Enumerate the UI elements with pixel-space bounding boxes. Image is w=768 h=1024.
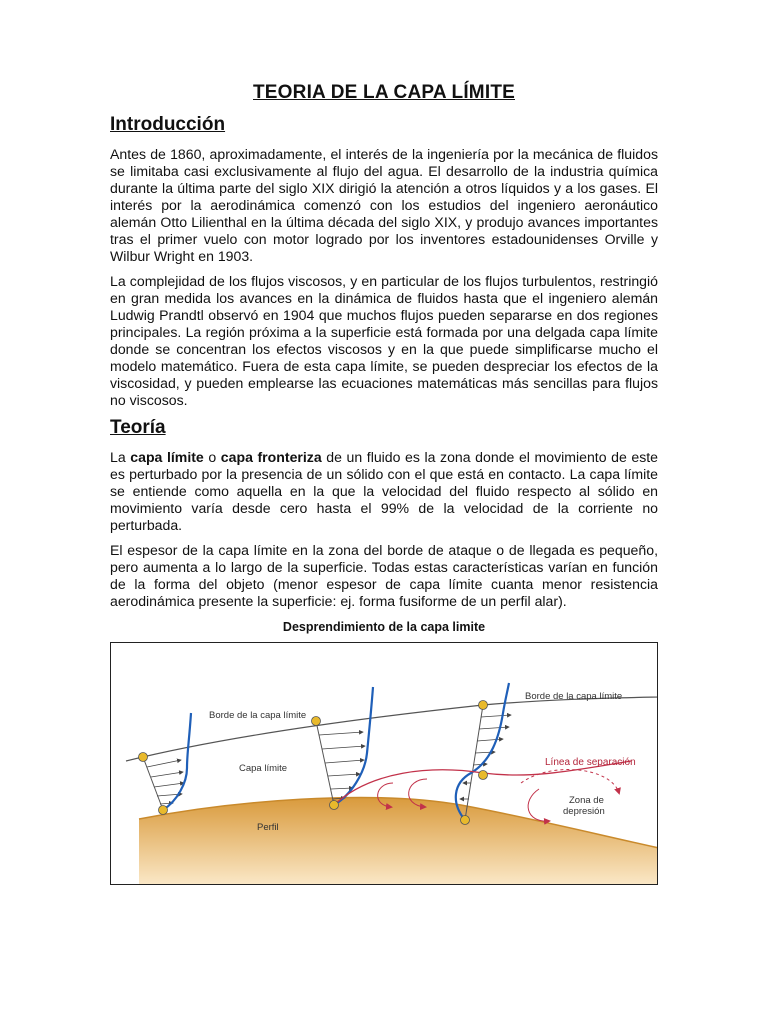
depression-arc bbox=[521, 770, 619, 793]
intro-heading: Introducción bbox=[110, 114, 226, 135]
boundary-layer-diagram bbox=[111, 643, 658, 885]
label-capa-limite: Capa límite bbox=[239, 763, 288, 774]
figure-caption: Desprendimiento de la capa limite bbox=[282, 620, 486, 634]
recirculation-arrow-3 bbox=[528, 789, 549, 821]
label-zona-2: depresión bbox=[563, 806, 605, 817]
node-wall-3 bbox=[461, 816, 470, 825]
label-borde-right: Borde de la capa límite bbox=[525, 691, 623, 702]
node-edge-3 bbox=[479, 701, 488, 710]
label-zona-1: Zona de bbox=[569, 795, 604, 806]
theory-paragraph-1 bbox=[110, 449, 658, 534]
theory-p1-end: de un fluido es la zona donde el movimiento de este es perturbado por la presencia de un sólido con el que está en contacto. La capa límite se entiende como aquella en la que la velocidad del fluido respecto al sólido en movimiento varía desde cero hasta el 99% de la velocidad de la corriente no perturbada. bbox=[110, 449, 659, 533]
theory-p1-mid: o bbox=[203, 449, 221, 465]
theory-heading: Teoría bbox=[110, 417, 166, 438]
intro-paragraph-1: Antes de 1860, aproximadamente, el interés de la ingeniería por la mecánica de fluidos se limitaba casi exclusivamente al flujo del agua. El desarrollo de la industria química durante la última parte del siglo XIX dirigió la atención a otros líquidos y a los gases. El interés por la aerodinámica comenzó con los estudios del ingeniero aeronáutico alemán Otto Lilienthal en la última década del siglo XIX, y produjo avances importantes tras el primer vuelo con motor logrado por los inventores estadounidenses Orville y Wilbur Wright en 1903. bbox=[110, 146, 658, 264]
boundary-layer-figure bbox=[110, 642, 658, 885]
label-borde-left: Borde de la capa límite bbox=[209, 710, 307, 721]
velocity-profile-1 bbox=[143, 713, 191, 810]
term-capa-limite: capa límite bbox=[130, 449, 204, 465]
theory-p1-start: La bbox=[110, 449, 131, 465]
node-wall-1 bbox=[159, 806, 168, 815]
node-separation bbox=[479, 771, 488, 780]
velocity-profile-2 bbox=[316, 687, 373, 805]
node-edge-1 bbox=[139, 753, 148, 762]
intro-paragraph-2: La complejidad de los flujos viscosos, y en particular de los flujos turbulentos, restringió en gran medida los avances en la dinámica de fluidos hasta que el ingeniero alemán Ludwig Prandtl observó en 1904 que muchos flujos pueden separarse en dos regiones principales. La región próxima a la superficie está formada por una delgada capa límite donde se concentran los efectos viscosos y en la que puede simplificarse mucho el modelo matemático. Fuera de esta capa límite, se pueden despreciar los efectos de la viscosidad, y pueden emplearse las ecuaciones matemáticas más sencillas para flujos no viscosos. bbox=[110, 273, 658, 408]
document-title: TEORIA DE LA CAPA LÍMITE bbox=[253, 82, 515, 103]
boundary-layer-edge bbox=[126, 697, 658, 761]
theory-paragraph-2: El espesor de la capa límite en la zona del borde de ataque o de llegada es pequeño, pero aumenta a lo largo de la superficie. Todas estas características varían en función de la forma del objeto (menor espesor de capa límite cuanta menor resistencia aerodinámica presente la superficie: ej. forma fusiforme de un perfil alar). bbox=[110, 542, 658, 609]
term-capa-fronteriza: capa fronteriza bbox=[220, 449, 322, 465]
label-separacion: Línea de separación bbox=[545, 757, 636, 768]
node-wall-2 bbox=[330, 801, 339, 810]
document-page bbox=[110, 82, 658, 885]
node-edge-2 bbox=[312, 717, 321, 726]
label-perfil: Perfil bbox=[257, 822, 279, 833]
